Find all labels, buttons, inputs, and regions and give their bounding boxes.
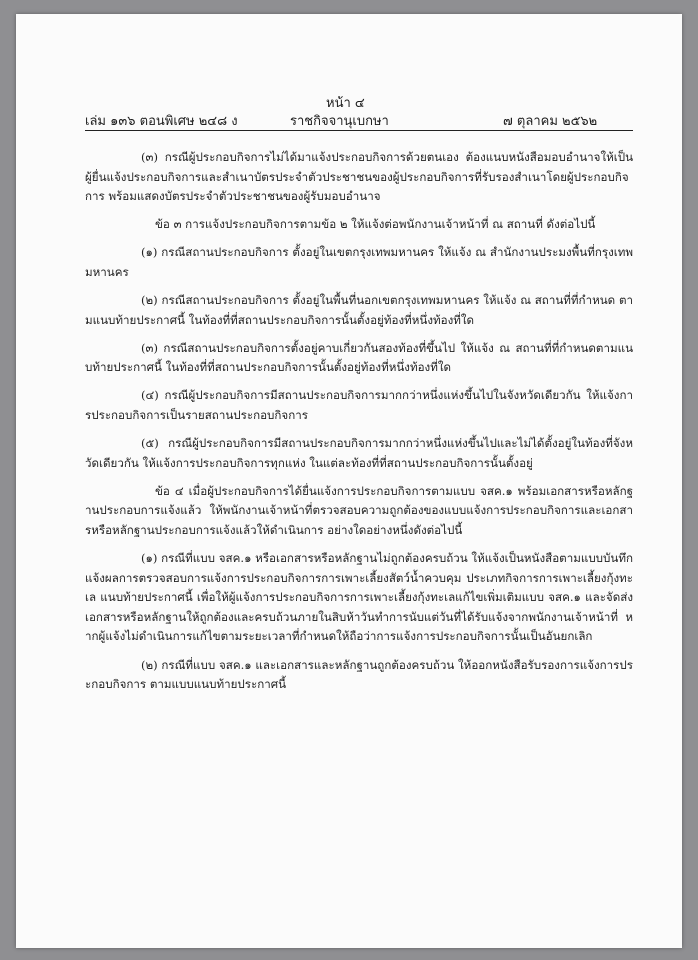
paragraph-10: (๒) กรณีที่แบบ จสค.๑ และเอกสารและหลักฐานถูกต้องครบถ้วน ให้ออกหนังสือรับรองการแจ้งการประกอบกิจการ ตามแบบแนบท้ายประกาศนี้ [85,657,633,692]
paragraph-4: (๒) กรณีสถานประกอบกิจการ ตั้งอยู่ในพื้นที่นอกเขตกรุงเทพมหานคร ให้แจ้ง ณ สถานที่ที่กำหนด ตามแนบท้ายประกาศนี้ ในท้องที่ที่สถานประกอบกิจการนั้นตั้งอยู่ท้องที่หนึ่งท้องที่ใด [85,293,633,327]
volume-info: เล่ม ๑๓๖ ตอนพิเศษ ๒๔๘ ง [85,114,238,129]
paragraph-6: (๔) กรณีผู้ประกอบกิจการมีสถานประกอบกิจการมากกว่าหนึ่งแห่งขึ้นไปในจังหวัดเดียวกัน ให้แจ้งการประกอบกิจการเป็นรายสถานประกอบกิจการ [85,388,633,423]
paragraph-1: (๓) กรณีผู้ประกอบกิจการไม่ได้มาแจ้งประกอบกิจการด้วยตนเอง ต้องแนบหนังสือมอบอำนาจให้เป็นผู้ยื่นแจ้งประกอบกิจการและสำเนาบัตรประจำตัวประชาชนของผู้ประกอบกิจการที่รับรองสำเนาโดยผู้ประกอบกิจการ พร้อมแสดงบัตรประจำตัวประชาชนของผู้รับมอบอำนาจ [85,150,633,204]
document-body [85,148,633,703]
paragraph-5: (๓) กรณีสถานประกอบกิจการตั้งอยู่คาบเกี่ยวกันสองท้องที่ขึ้นไป ให้แจ้ง ณ สถานที่ที่กำหนดตามแนบท้ายประกาศนี้ ในท้องที่ที่สถานประกอบกิจการนั้นตั้งอยู่ท้องที่หนึ่งท้องที่ใด [85,340,633,375]
gazette-header [16,14,682,129]
paragraph-8: ข้อ ๔ เมื่อผู้ประกอบกิจการได้ยื่นแจ้งการประกอบกิจการตามแบบ จสค.๑ พร้อมเอกสารหรือหลักฐานประกอบการแจ้งแล้ว ให้พนักงานเจ้าหน้าที่ตรวจสอบความถูกต้องของแบบแจ้งการประกอบกิจการและเอกสารหรือหลักฐานประกอบการแจ้งแล้วให้ดำเนินการ อย่างใดอย่างหนึ่งดังต่อไปนี้ [85,483,633,537]
publication-name: ราชกิจจานุเบกษา [290,114,389,129]
publication-date: ๗ ตุลาคม ๒๕๖๒ [503,114,598,129]
document-page [16,14,682,948]
paragraph-7: (๕) กรณีผู้ประกอบกิจการมีสถานประกอบกิจการมากกว่าหนึ่งแห่งขึ้นไปและไม่ได้ตั้งอยู่ในท้องที่จังหวัดเดียวกัน ให้แจ้งการประกอบกิจการทุกแห่ง ในแต่ละท้องที่ที่สถานประกอบกิจการนั้นตั้งอยู่ [85,436,633,470]
paragraph-3: (๑) กรณีสถานประกอบกิจการ ตั้งอยู่ในเขตกรุงเทพมหานคร ให้แจ้ง ณ สำนักงานประมงพื้นที่กรุงเทพมหานคร [85,245,633,279]
paragraph-2: ข้อ ๓ การแจ้งประกอบกิจการตามข้อ ๒ ให้แจ้งต่อพนักงานเจ้าหน้าที่ ณ สถานที่ ดังต่อไปนี้ [155,217,596,232]
page-number: หน้า ๔ [326,96,365,111]
header-divider [85,130,633,131]
paragraph-9: (๑) กรณีที่แบบ จสค.๑ หรือเอกสารหรือหลักฐานไม่ถูกต้องครบถ้วน ให้แจ้งเป็นหนังสือตามแบบบันทึกแจ้งผลการตรวจสอบการแจ้งการประกอบกิจการการเพาะเลี้ยงสัตว์น้ำควบคุม ประเภทกิจการการเพาะเลี้ยงกุ้งทะเล แนบท้ายประกาศนี้ เพื่อให้ผู้แจ้งการประกอบกิจการการเพาะเลี้ยงกุ้งทะเลแก้ไขเพิ่มเติมแบบ จสค.๑ และจัดส่งเอกสารหรือหลักฐานให้ถูกต้องและครบถ้วนภายในสิบห้าวันทำการนับแต่วันที่ได้รับแจ้งจากพนักงานเจ้าหน้าที่ หากผู้แจ้งไม่ดำเนินการแก้ไขตามระยะเวลาที่กำหนดให้ถือว่าการแจ้งการประกอบกิจการนั้นเป็นอันยกเลิก [85,551,633,644]
